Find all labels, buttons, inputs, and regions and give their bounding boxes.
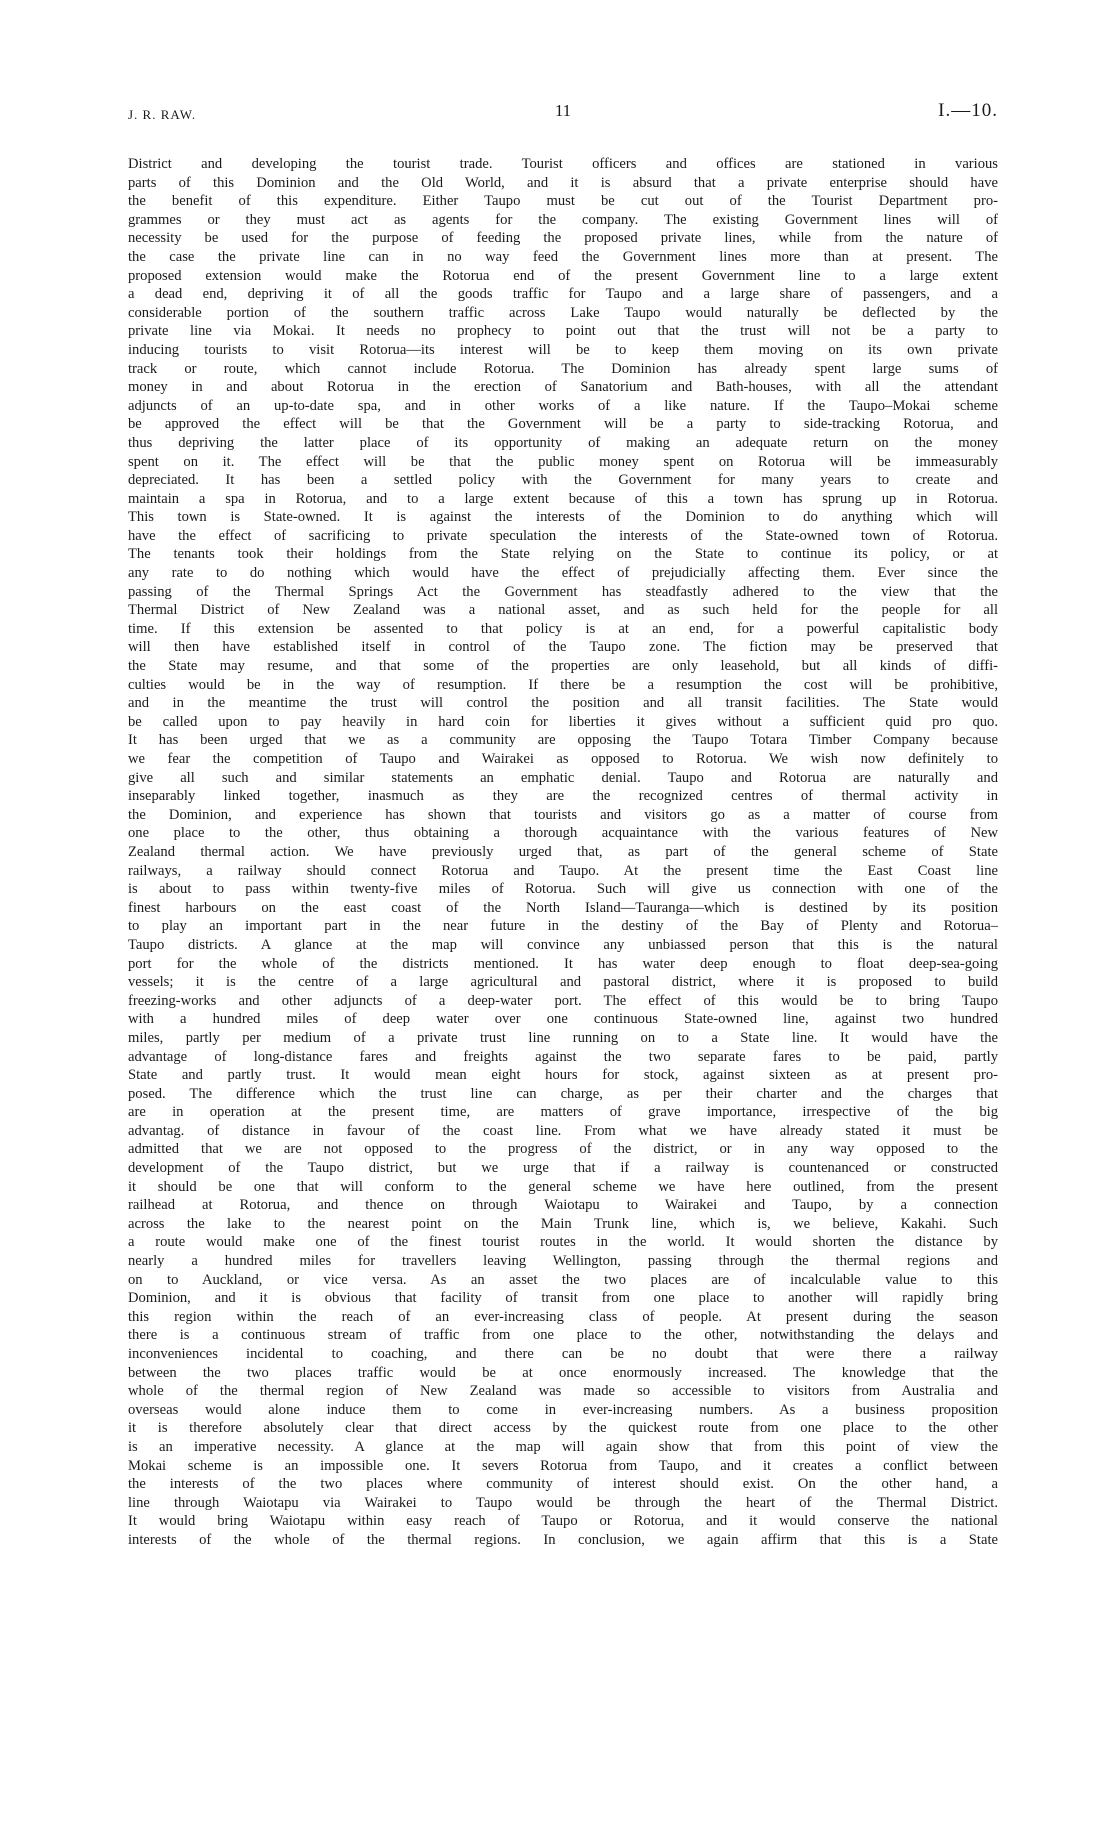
text-line: we fear the competition of Taupo and Wairakei as opposed to Rotorua. We wish now definitely to: [128, 751, 998, 767]
text-line: Zealand thermal action. We have previously urged that, as part of the general scheme of State: [128, 843, 998, 860]
text-line: spent on it. The effect will be that the public money spent on Rotorua will be immeasurably: [128, 453, 998, 470]
text-line: railhead at Rotorua, and thence on through Waiotapu to Wairakei and Taupo, by a connection: [128, 1197, 998, 1214]
text-line: thus depriving the latter place of its opportunity of making an adequate return on the money: [128, 434, 998, 451]
text-line: advantag. of distance in favour of the coast line. From what we have already stated it must be: [128, 1122, 998, 1139]
text-line: have the effect of sacrificing to private speculation the interests of the State-owned town of Rotorua.: [128, 527, 998, 544]
text-line: it is therefore absolutely clear that direct access by the quickest route from one place to the other: [128, 1420, 998, 1437]
text-line: across the lake to the nearest point on the Main Trunk line, which is, we believe, Kakahi. Such: [128, 1215, 998, 1232]
text-line: It has been urged that we as a community are opposing the Taupo Totara Timber Company because: [128, 732, 998, 749]
text-line: freezing-works and other adjuncts of a deep-water port. The effect of this would be to bring Taupo: [128, 992, 998, 1009]
text-line: depreciated. It has been a settled policy with the Government for many years to create and: [128, 472, 998, 489]
header-page-number: 11: [554, 101, 572, 120]
text-line: inconveniences incidental to coaching, and there can be no doubt that were there a railway: [128, 1346, 998, 1362]
text-line: time. If this extension be assented to that policy is at an end, for a powerful capitalistic body: [128, 620, 998, 637]
text-line: Mokai scheme is an impossible one. It severs Rotorua from Taupo, and it creates a conflict between: [128, 1457, 998, 1474]
text-line: track or route, which cannot include Rotorua. The Dominion has already spent large sums of: [128, 360, 998, 377]
text-line: necessity be used for the purpose of feeding the proposed private lines, while from the nature of: [128, 230, 998, 247]
text-line: Thermal District of New Zealand was a national asset, and as such held for the people for all: [128, 602, 998, 619]
text-line: money in and about Rotorua in the erection of Sanatorium and Bath-houses, with all the attendant: [128, 379, 998, 396]
text-line: line through Waiotapu via Wairakei to Taupo would be through the heart of the Thermal District.: [128, 1494, 998, 1511]
text-line: posed. The difference which the trust line can charge, as per their charter and the charges that: [128, 1085, 998, 1102]
text-line: State and partly trust. It would mean eight hours for stock, against sixteen as at present pro-: [128, 1067, 998, 1084]
text-line: the case the private line can in no way feed the Government lines more than at present. The: [128, 248, 998, 265]
text-line: on to Auckland, or vice versa. As an asset the two places are of incalculable value to this: [128, 1271, 998, 1288]
text-line: inseparably linked together, inasmuch as they are the recognized centres of thermal activity in: [128, 788, 998, 805]
text-line: with a hundred miles of deep water over one continuous State-owned line, against two hundred: [128, 1011, 998, 1028]
text-line: It would bring Waiotapu within easy reach of Taupo or Rotorua, and it would conserve the national: [128, 1513, 998, 1530]
text-line: any rate to do nothing which would have the effect of prejudicially affecting them. Ever since the: [128, 565, 998, 582]
text-line: are in operation at the present time, are matters of grave importance, irrespective of the big: [128, 1104, 998, 1121]
text-line: there is a continuous stream of traffic from one place to the other, notwithstanding the delays and: [128, 1327, 998, 1344]
text-line: give all such and similar statements an emphatic denial. Taupo and Rotorua are naturally and: [128, 769, 998, 786]
text-line: it should be one that will conform to the general scheme we have here outlined, from the present: [128, 1178, 998, 1195]
text-line: maintain a spa in Rotorua, and to a large extent because of this a town has sprung up in Rotorua.: [128, 490, 998, 507]
body-paragraph: [128, 155, 998, 1550]
text-line: grammes or they must act as agents for the company. The existing Government lines will of: [128, 211, 998, 228]
text-line: Dominion, and it is obvious that facility of transit from one place to another will rapidly bring: [128, 1290, 998, 1307]
text-line: passing of the Thermal Springs Act the Government has steadfastly adhered to the view that the: [128, 583, 998, 600]
header-paper-reference: I.—10.: [938, 100, 998, 121]
text-line: the State may resume, and that some of the properties are only leasehold, but all kinds of diffi-: [128, 658, 998, 675]
text-line: The tenants took their holdings from the State relying on the State to continue its policy, or at: [128, 546, 998, 563]
text-line: be called upon to pay heavily in hard coin for liberties it gives without a sufficient quid pro quo.: [128, 713, 998, 730]
text-line: a route would make one of the finest tourist routes in the world. It would shorten the distance by: [128, 1234, 998, 1251]
text-line: Taupo districts. A glance at the map will convince any unbiassed person that this is the natural: [128, 936, 998, 953]
text-line: be approved the effect will be that the Government will be a party to side-tracking Rotorua, and: [128, 416, 998, 433]
text-line: parts of this Dominion and the Old World, and it is absurd that a private enterprise should have: [128, 174, 998, 191]
text-line: port for the whole of the districts mentioned. It has water deep enough to float deep-sea-going: [128, 955, 998, 972]
text-line: proposed extension would make the Rotorua end of the present Government line to a large extent: [128, 267, 998, 284]
text-line: to play an important part in the near future in the destiny of the Bay of Plenty and Rotorua–: [128, 918, 998, 935]
text-line: adjuncts of an up-to-date spa, and in other works of a like nature. If the Taupo–Mokai scheme: [128, 397, 998, 414]
text-line: a dead end, depriving it of all the goods traffic for Taupo and a large share of passengers, and a: [128, 286, 998, 303]
text-line: the benefit of this expenditure. Either Taupo must be cut out of the Tourist Department pro-: [128, 193, 998, 210]
text-line: private line via Mokai. It needs no prophecy to point out that the trust will not be a party to: [128, 323, 998, 340]
text-line: and in the meantime the trust will control the position and all transit facilities. The State would: [128, 695, 998, 712]
text-line: this region within the reach of an ever-increasing class of people. At present during the season: [128, 1308, 998, 1325]
text-line: is about to pass within twenty-five miles of Rotorua. Such will give us connection with one of the: [128, 881, 998, 898]
text-line: will then have established itself in control of the Taupo zone. The fiction may be preserved that: [128, 639, 998, 656]
text-line: admitted that we are not opposed to the progress of the district, or in any way opposed to the: [128, 1141, 998, 1158]
text-line: overseas would alone induce them to come in ever-increasing numbers. As a business proposition: [128, 1401, 998, 1418]
text-line: one place to the other, thus obtaining a thorough acquaintance with the various features of New: [128, 825, 998, 842]
text-line: considerable portion of the southern traffic across Lake Taupo would naturally be deflected by the: [128, 304, 998, 321]
text-line: inducing tourists to visit Rotorua—its interest will be to keep them moving on its own private: [128, 341, 998, 358]
text-line: railways, a railway should connect Rotorua and Taupo. At the present time the East Coast line: [128, 862, 998, 879]
text-line: culties would be in the way of resumption. If there be a resumption the cost will be prohibitive,: [128, 676, 998, 693]
text-line: interests of the whole of the thermal regions. In conclusion, we again affirm that this is a State: [128, 1531, 998, 1548]
page-header: [128, 100, 998, 130]
text-line: the interests of the two places where community of interest should exist. On the other hand, a: [128, 1476, 998, 1493]
text-line: advantage of long-distance fares and freights against the two separate fares to be paid, partly: [128, 1048, 998, 1065]
text-line: District and developing the tourist trade. Tourist officers and offices are stationed in various: [128, 156, 998, 172]
header-author: J. R. RAW.: [128, 107, 197, 122]
text-line: This town is State-owned. It is against the interests of the Dominion to do anything which will: [128, 509, 998, 526]
text-line: vessels; it is the centre of a large agricultural and pastoral district, where it is proposed to build: [128, 974, 998, 991]
text-line: the Dominion, and experience has shown that tourists and visitors go as a matter of course from: [128, 806, 998, 823]
text-line: development of the Taupo district, but we urge that if a railway is countenanced or constructed: [128, 1160, 998, 1177]
text-line: is an imperative necessity. A glance at the map will again show that from this point of view the: [128, 1438, 998, 1455]
text-line: between the two places traffic would be at once enormously increased. The knowledge that the: [128, 1364, 998, 1381]
text-line: finest harbours on the east coast of the North Island—Tauranga—which is destined by its position: [128, 899, 998, 916]
text-line: miles, partly per medium of a private trust line running on to a State line. It would have the: [128, 1029, 998, 1046]
text-line: nearly a hundred miles for travellers leaving Wellington, passing through the thermal regions and: [128, 1253, 998, 1270]
text-line: whole of the thermal region of New Zealand was made so accessible to visitors from Australia and: [128, 1383, 998, 1400]
